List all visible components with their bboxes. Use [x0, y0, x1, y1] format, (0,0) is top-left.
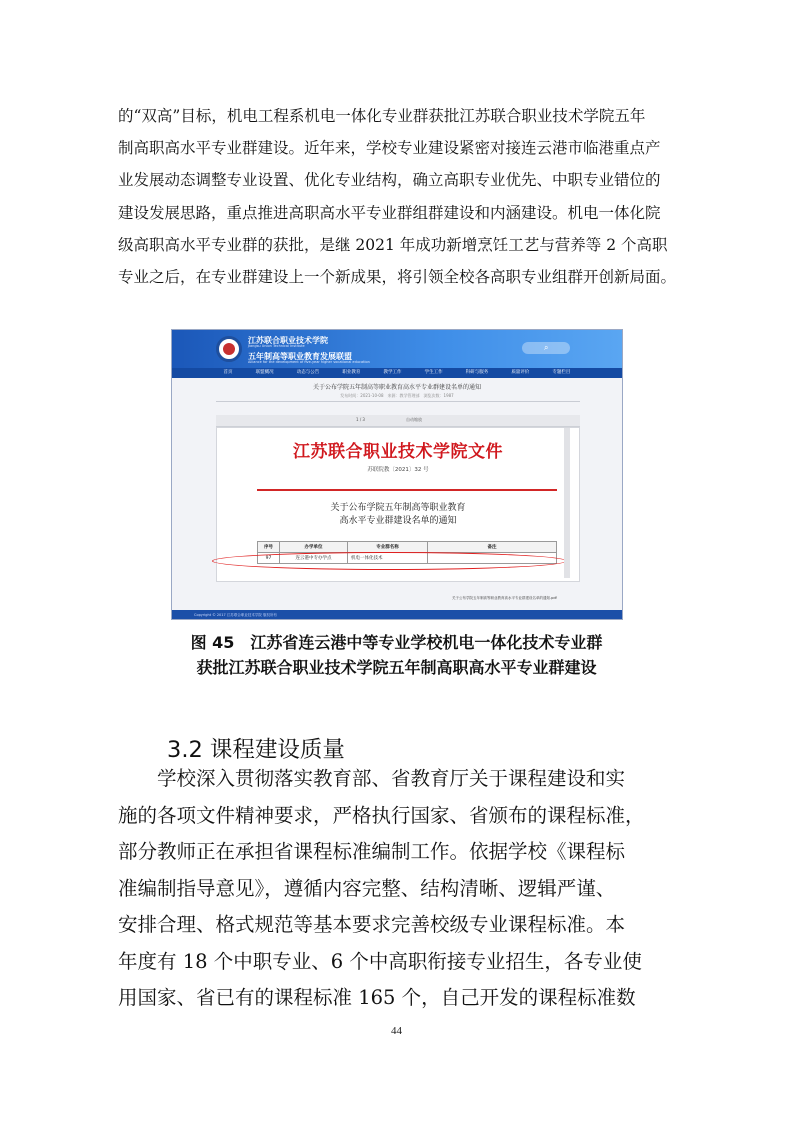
- notice-title: 关于公布学院五年制高等职业教育高水平专业群建设名单的通知: [312, 384, 481, 391]
- table-cell: 机电一体化技术: [348, 553, 428, 564]
- paragraph-line: 准编制指导意见》，遵循内容完整、结构清晰、逻辑严谨、: [118, 876, 616, 900]
- paragraph-line: 的“双高”目标，机电工程系机电一体化专业群获批江苏联合职业技术学院五年: [118, 107, 646, 125]
- figure-caption-line: 图 45 江苏省连云港中等专业学校机电一体化技术专业群: [190, 633, 603, 652]
- paragraph-line: 学校深入贯彻落实教育部、省教育厅关于课程建设和实: [118, 767, 626, 790]
- table-header: 专业群名称: [348, 542, 428, 553]
- notice-meta: 发布时间：2021-10-08 来源：教学管理部 浏览次数：1987: [340, 393, 454, 398]
- site-subtitle: Jiangsu Union Technical Institute: [248, 344, 305, 348]
- paragraph-line: 业发展动态调整专业设置、优化专业结构，确立高职专业优先、中职专业错位的: [118, 171, 661, 190]
- paragraph-line: 施的各项文件精神要求，严格执行国家、省颁布的课程标准，: [118, 803, 645, 827]
- alliance-subtitle: Alliance for the development of five-year higher vocational education: [248, 360, 370, 364]
- body-paragraph-2: [118, 761, 678, 1017]
- pdf-zoom-select[interactable]: 自动缩放: [406, 417, 422, 422]
- site-footer: [172, 610, 622, 620]
- paragraph-line: 部分教师正在承担省课程标准编制工作。依据学校《课程标: [118, 840, 626, 863]
- document-header: 江苏联合职业技术学院文件: [293, 442, 503, 462]
- table-header: 备注: [428, 542, 557, 553]
- alliance-title: 五年制高等职业教育发展联盟: [248, 352, 352, 361]
- pdf-toolbar: [216, 415, 580, 427]
- nav-item[interactable]: 职业教育: [342, 370, 361, 375]
- paragraph-line: 专业之后，在专业群建设上一个新成果，将引领全校各高职专业组群开创新局面。: [118, 268, 677, 287]
- document-title-line: 关于公布学院五年制高等职业教育: [330, 503, 466, 513]
- paragraph-line: 安排合理、格式规范等基本要求完善校级专业课程标准。本: [118, 913, 626, 936]
- nav-item[interactable]: 专题栏目: [552, 370, 571, 375]
- document-number: 苏联院教〔2021〕32 号: [367, 467, 429, 473]
- footer-copyright: Copyright © 2017 江苏联合职业技术学院 版权所有: [194, 613, 277, 617]
- attachment-link[interactable]: 关于公布学院五年制高等职业教育高水平专业群建设名单的通知.pdf: [452, 596, 557, 600]
- paragraph-line: 用国家、省已有的课程标准 165 个，自己开发的课程标准数: [118, 986, 636, 1009]
- paragraph-line: 级高职高水平专业群的获批，是继 2021 年成功新增烹饪工艺与营养等 2 个高职: [118, 235, 668, 254]
- nav-item[interactable]: 动态与公告: [296, 370, 320, 375]
- pdf-scrollbar[interactable]: [564, 428, 570, 578]
- section-heading: 3.2 课程建设质量: [167, 737, 345, 763]
- site-nav: [172, 368, 622, 378]
- nav-item[interactable]: 首页: [223, 370, 233, 375]
- table-header: 办学单位: [280, 542, 348, 553]
- nav-item[interactable]: 科研与服务: [465, 370, 489, 375]
- search-icon[interactable]: ⌕: [544, 343, 549, 352]
- page-number: 44: [391, 1025, 402, 1037]
- nav-item[interactable]: 学生工作: [424, 370, 443, 375]
- site-title: 江苏联合职业技术学院: [248, 336, 328, 345]
- document-title-line: 高水平专业群建设名单的通知: [339, 516, 457, 526]
- table-header-row: [258, 542, 557, 553]
- nav-item[interactable]: 质量评价: [511, 370, 530, 375]
- nav-item[interactable]: 教学工作: [383, 370, 402, 375]
- paragraph-line: 建设发展思路，重点推进高职高水平专业群组群建设和内涵建设。机电一体化院: [118, 203, 661, 222]
- table-cell: 97: [258, 553, 280, 564]
- paragraph-line: 制高职高水平专业群建设。近年来，学校专业建设紧密对接连云港市临港重点产: [118, 139, 661, 158]
- divider: [216, 401, 580, 402]
- figure-screenshot: [171, 329, 623, 620]
- table-header: 序号: [258, 542, 280, 553]
- site-header: [172, 330, 622, 368]
- table-cell: 连云港中专办学点: [280, 553, 348, 564]
- school-logo-icon: [216, 336, 242, 362]
- figure-caption-line: 获批江苏联合职业技术学院五年制高职高水平专业群建设: [196, 658, 597, 677]
- pdf-page-indicator[interactable]: 1 / 3: [356, 417, 365, 422]
- body-paragraph-1: [118, 100, 680, 293]
- paragraph-line: 年度有 18 个中职专业、6 个中高职衔接专业招生，各专业使: [118, 949, 642, 973]
- nav-item[interactable]: 联盟概况: [255, 370, 274, 375]
- red-rule-divider: [257, 489, 557, 491]
- highlight-ellipse: [212, 552, 567, 570]
